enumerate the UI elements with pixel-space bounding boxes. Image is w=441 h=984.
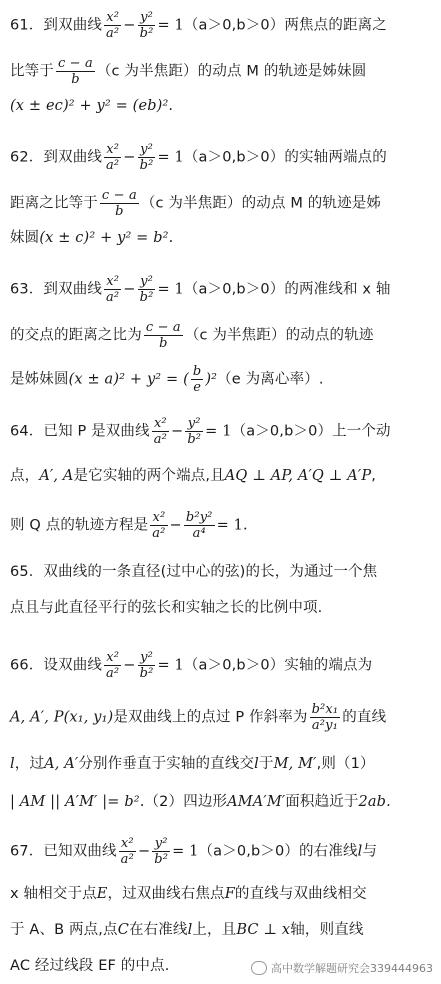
fraction: $\frac{\text{x²}}{\text{a²}}$ xyxy=(153,416,167,447)
item-number: 63 xyxy=(10,281,29,298)
fraction: $\frac{\text{y²}}{\text{b²}}$ xyxy=(139,10,154,41)
fraction: $\frac{b}{e}$ xyxy=(192,364,202,395)
fraction: $\frac{c - a}{b}$ xyxy=(57,56,93,87)
item-number: 62 xyxy=(10,149,29,166)
fraction: $\frac{\text{y²}}{\text{b²}}$ xyxy=(139,142,154,173)
fraction: $\frac{\text{x²}}{\text{a²}}$ xyxy=(120,836,134,867)
fraction: $\frac{\text{y²}}{\text{b²}}$ xyxy=(187,416,202,447)
watermark: 高中数学解题研究会339444963 xyxy=(251,960,433,976)
fraction: $\frac{\text{b²y²}}{\text{a⁴}}$ xyxy=(185,510,213,541)
item-number: 66 xyxy=(10,657,29,674)
fraction: $\frac{\text{y²}}{\text{b²}}$ xyxy=(139,274,154,305)
fraction: $\frac{c - a}{b}$ xyxy=(145,320,181,351)
fraction: $\frac{\text{y²}}{\text{b²}}$ xyxy=(139,650,154,681)
item-number: 67 xyxy=(10,843,29,860)
fraction: $\frac{\text{x²}}{\text{a²}}$ xyxy=(106,142,120,173)
formula: (x ± c)² + y² = b². xyxy=(39,230,174,246)
item-number: 65 xyxy=(10,564,29,580)
fraction: $\frac{\text{x²}}{\text{a²}}$ xyxy=(106,274,120,305)
fraction: $\frac{\text{x²}}{\text{a²}}$ xyxy=(152,510,166,541)
formula: (x ± a)² + y² = ( xyxy=(68,371,189,388)
item-number: 61 xyxy=(10,17,29,34)
formula: (x ± ec)² + y² = (eb)². xyxy=(10,98,174,114)
fraction: $\frac{\text{x²}}{\text{a²}}$ xyxy=(106,650,120,681)
item-number: 64 xyxy=(10,423,29,440)
wechat-icon xyxy=(251,961,267,975)
fraction: $\frac{\text{x²}}{\text{a²}}$ xyxy=(106,10,120,41)
fraction: $\frac{\text{b²x₁}}{\text{a²y₁}}$ xyxy=(311,702,339,733)
fraction: $\frac{\text{y²}}{\text{b²}}$ xyxy=(154,836,169,867)
fraction: $\frac{c - a}{b}$ xyxy=(101,188,137,219)
document-page: 61．到双曲线 $\frac{\text{x²}}{\text{a²}}$ − $\frac{\text{y²}}{\text{b²}}$ = 1（a＞0,b＞0）两焦点的距离之 比等于 $\frac{c - a}{b}$ （c 为半焦距）的动点 M 的轨迹是姊妹圆 (x ± ec)² + y² = (eb)². 62．到双曲线 $\frac{\text{x²}}{\text{a²}}$ − $\frac{\text{y²}}{\text{b²}}$ = 1（a＞0,b＞0）的实轴两端点的 距离之比等于 $\frac{c - a}{b}$ （c 为半焦距）的动点 M 的轨迹是姊 妹圆(x ± c)² + y² = b². 63．到双曲线 $\frac{\text{x²}}{\text{a²}}$ − $\frac{\text{y²}}{\text{b²}}$ = 1（a＞0,b＞0）的两准线和 x 轴 的交点的距离之比为 $\frac{c - a}{b}$ （c 为半焦距）的动点的轨迹 是姊妹圆(x ± a)² + y² = ( $\frac{b}{e}$ )²（e 为离心率）. 64．已知 P 是双曲线 $\frac{\text{x²}}{\text{a²}}$ − $\frac{\text{y²}}{\text{b²}}$ = 1（a＞0,b＞0）上一个动 点，A′, A是它实轴的两个端点,且AQ ⊥ AP, A′Q ⊥ A′P, 则 Q 点的轨迹方程是 $\frac{\text{x²}}{\text{a²}}$ − $\frac{\text{b²y²}}{\text{a⁴}}$ = 1. 65．双曲线的一条直径(过中心的弦)的长，为通过一个焦 点且与此直径平行的弦长和实轴之长的比例中项. 66．设双曲线 $\frac{\text{x²}}{\text{a²}}$ − $\frac{\text{y²}}{\text{b²}}$ = 1（a＞0,b＞0）实轴的端点为 A, A′, P(x₁, y₁)是双曲线上的点过 P 作斜率为 $\frac{\text{b²x₁}}{\text{a²y₁}}$ 的直线 l，过A, A′分别作垂直于实轴的直线交l于M, M′,则（1） | AM || A′M′ |= b².（2）四边形AMA′M′面积趋近于2ab. 67．已知双曲线 $\frac{\text{x²}}{\text{a²}}$ − $\frac{\text{y²}}{\text{b²}}$ = 1（a＞0,b＞0）的右准线l与 x 轴相交于点E，过双曲线右焦点F的直线与双曲线相交 于 A、B 两点,点C在右准线l上，且BC ⊥ x轴，则直线 AC 经过线段 EF 的中点. 高中数学解题研究会339444963 xyxy=(10,10,433,975)
